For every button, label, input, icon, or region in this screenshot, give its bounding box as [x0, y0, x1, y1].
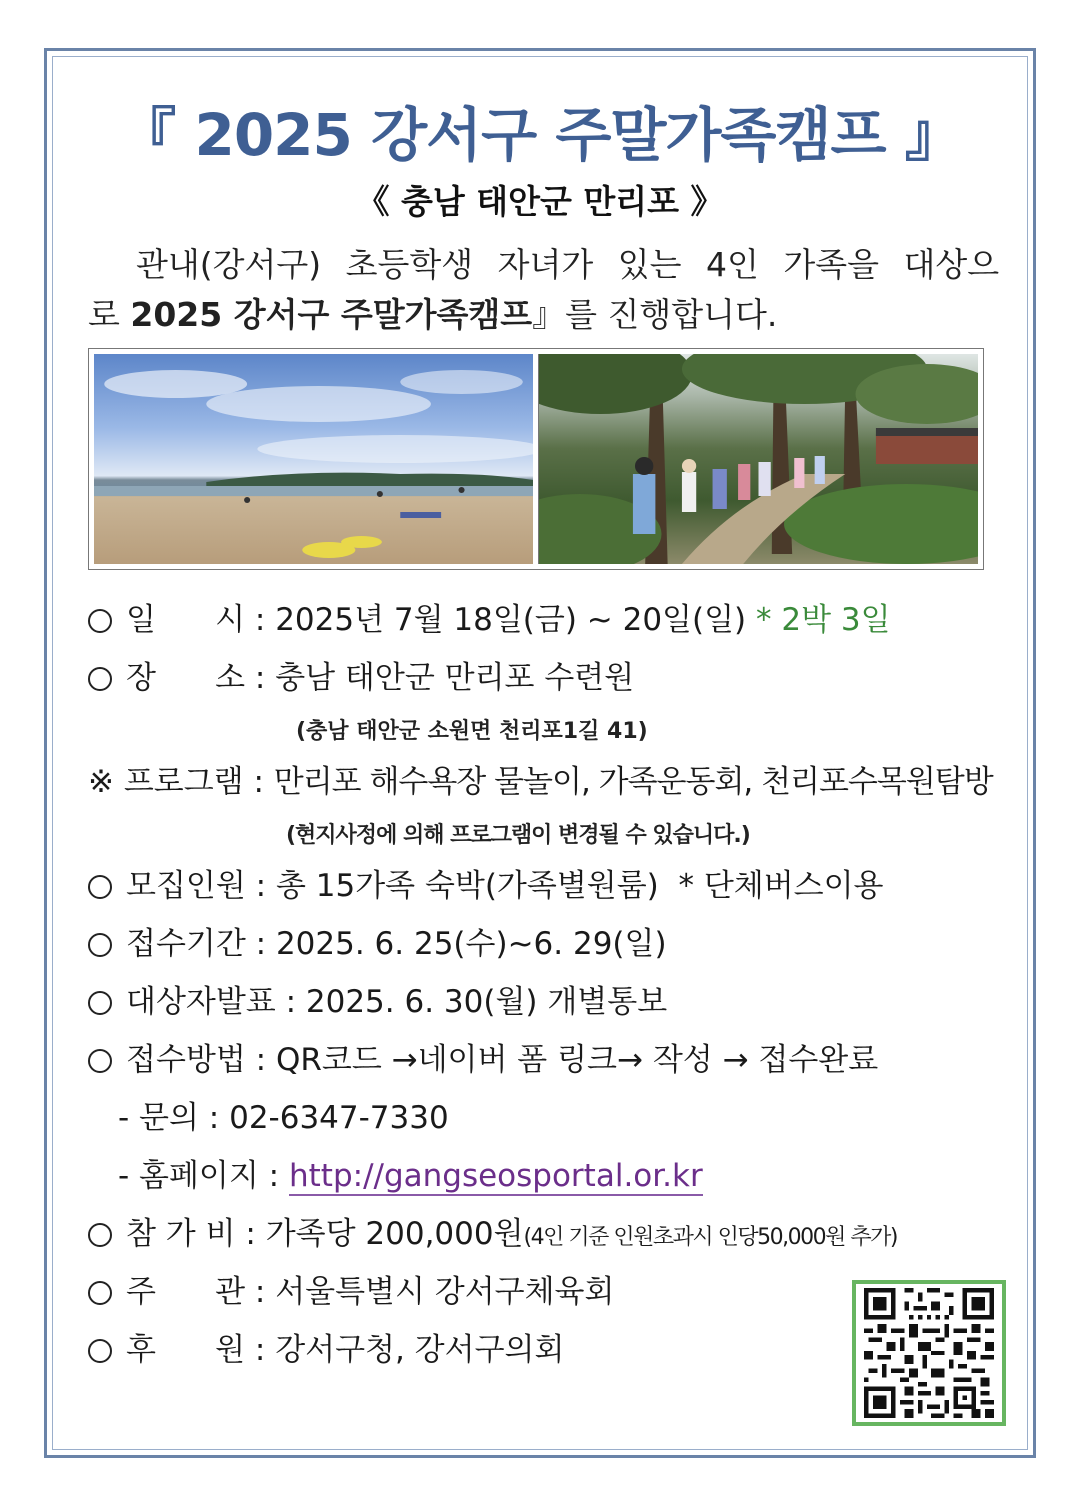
fee-value: 가족당 200,000원	[265, 1216, 524, 1252]
recruit-label: 모집인원	[126, 868, 246, 904]
info-program: ※ 프로그램 : 만리포 해수욕장 물놀이, 가족운동회, 천리포수목원탐방	[88, 764, 993, 800]
recruit-value: 총 15가족 숙박(가족별원룸) * 단체버스이용	[275, 868, 884, 904]
bullet-circle-icon	[88, 991, 112, 1015]
beach-scene-icon	[94, 354, 533, 564]
info-place: 장 소 : 충남 태안군 만리포 수련원	[88, 652, 634, 697]
program-label: ※ 프로그램	[88, 764, 244, 800]
intro-line-1: 관내(강서구) 초등학생 자녀가 있는 4인 가족을 대상으	[136, 245, 1000, 284]
place-value: 충남 태안군 만리포 수련원	[275, 660, 635, 696]
intro-prefix: 로	[88, 295, 131, 334]
qr-code-icon	[860, 1288, 998, 1418]
poster-title: 『 2025 강서구 주말가족캠프 』	[118, 101, 962, 169]
info-date: 일 시 : 2025년 7월 18일(금) ~ 20일(일) * 2박 3일	[88, 594, 891, 639]
intro-text	[88, 240, 998, 340]
intro-line-2	[88, 290, 998, 340]
method-label: 접수방법	[126, 1042, 246, 1078]
announce-value: 2025. 6. 30(월) 개별통보	[305, 984, 668, 1020]
bullet-circle-icon	[88, 667, 112, 691]
info-homepage: - 홈페이지 : http://gangseosportal.or.kr	[118, 1158, 703, 1194]
announce-label: 대상자발표	[126, 984, 276, 1020]
homepage-link[interactable]: http://gangseosportal.or.kr	[288, 1158, 703, 1194]
intro-bold: 2025 강서구 주말가족캠프	[130, 295, 533, 334]
place-label: 장 소	[126, 660, 246, 696]
date-value: 2025년 7월 18일(금) ~ 20일(일)	[275, 602, 747, 638]
info-host: 주 관 : 서울특별시 강서구체육회	[88, 1266, 614, 1311]
info-inquiry: - 문의 : 02-6347-7330	[118, 1100, 449, 1136]
info-period: 접수기간 : 2025. 6. 25(수)~6. 29(일)	[88, 918, 667, 963]
inquiry-value: 02-6347-7330	[229, 1100, 449, 1136]
program-value: 만리포 해수욕장 물놀이, 가족운동회, 천리포수목원탐방	[273, 764, 993, 800]
info-sponsor: 후 원 : 강서구청, 강서구의회	[88, 1324, 564, 1369]
bullet-circle-icon	[88, 1049, 112, 1073]
sponsor-value: 강서구청, 강서구의회	[275, 1332, 565, 1368]
info-method: 접수방법 : QR코드 →네이버 폼 링크→ 작성 → 접수완료	[88, 1034, 878, 1079]
info-announce: 대상자발표 : 2025. 6. 30(월) 개별통보	[88, 976, 667, 1021]
qr-code[interactable]	[852, 1280, 1006, 1426]
bullet-circle-icon	[88, 1223, 112, 1247]
bullet-circle-icon	[88, 1281, 112, 1305]
date-label: 일 시	[126, 602, 246, 638]
bullet-circle-icon	[88, 875, 112, 899]
fee-label: 참 가 비	[126, 1216, 236, 1252]
photo-strip	[88, 348, 984, 570]
forest-photo	[538, 354, 978, 564]
fee-note: (4인 기준 인원초과시 인당50,000원 추가)	[523, 1225, 897, 1250]
bullet-circle-icon	[88, 933, 112, 957]
period-value: 2025. 6. 25(수)~6. 29(일)	[275, 926, 667, 962]
info-fee: 참 가 비 : 가족당 200,000원(4인 기준 인원초과시 인당50,000원 추가)	[88, 1208, 897, 1253]
poster-subtitle: 《 충남 태안군 만리포 》	[356, 182, 724, 221]
intro-suffix: 』를 진행합니다.	[532, 295, 778, 334]
bullet-circle-icon	[88, 609, 112, 633]
inquiry-label: - 문의	[118, 1100, 199, 1136]
date-extra: * 2박 3일	[756, 602, 891, 638]
forest-scene-icon	[539, 354, 978, 564]
period-label: 접수기간	[126, 926, 246, 962]
bullet-circle-icon	[88, 1339, 112, 1363]
sponsor-label: 후 원	[126, 1332, 246, 1368]
place-address: (충남 태안군 소원면 천리포1길 41)	[296, 719, 648, 744]
beach-photo	[94, 354, 533, 564]
host-value: 서울특별시 강서구체육회	[275, 1274, 615, 1310]
program-note: (현지사정에 의해 프로그램이 변경될 수 있습니다.)	[286, 823, 750, 848]
homepage-label: - 홈페이지	[118, 1158, 259, 1194]
method-value: QR코드 →네이버 폼 링크→ 작성 → 접수완료	[275, 1042, 879, 1078]
host-label: 주 관	[126, 1274, 246, 1310]
info-recruit: 모집인원 : 총 15가족 숙박(가족별원룸) * 단체버스이용	[88, 860, 884, 905]
